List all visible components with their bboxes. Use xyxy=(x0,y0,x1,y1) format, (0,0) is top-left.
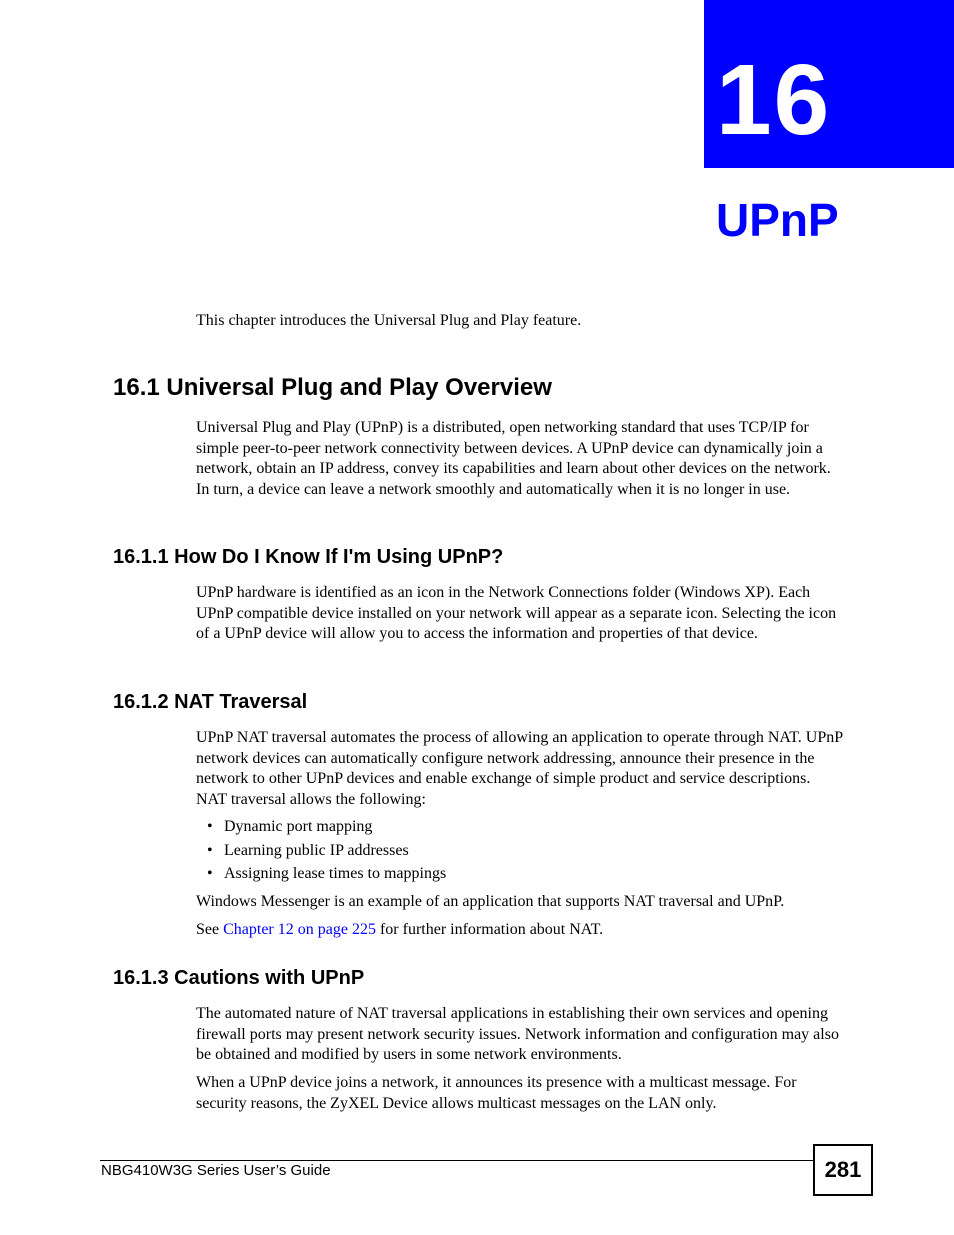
list-item-text: Assigning lease times to mappings xyxy=(224,865,447,882)
cautions-paragraph-1: The automated nature of NAT traversal applications in establishing their own services and opening firewall ports may present network security issues. Network information and configuration may also be obtained and modified by users in some network environments. xyxy=(196,1005,839,1063)
list-item xyxy=(207,864,446,888)
chapter-number: 16 xyxy=(716,44,832,156)
see-paragraph xyxy=(196,920,844,941)
see-suffix: for further information about NAT. xyxy=(375,921,604,938)
nat-paragraph: UPnP NAT traversal automates the process of allowing an application to operate through NAT. UPnP network devices can automatically configure network addressing, announce their presence in the network to other UPnP devices and enable exchange of simple product and service descriptions. NAT traversal allows the following: xyxy=(196,729,843,808)
section-heading-nat: 16.1.2 NAT Traversal xyxy=(113,691,308,713)
footer-guide-title: NBG410W3G Series User’s Guide xyxy=(101,1162,331,1179)
section-heading-know: 16.1.1 How Do I Know If I'm Using UPnP? xyxy=(113,546,504,568)
list-item xyxy=(207,817,446,841)
bullet-icon: • xyxy=(207,841,213,859)
section-heading-overview: 16.1 Universal Plug and Play Overview xyxy=(113,374,552,401)
page-number: 281 xyxy=(813,1144,873,1196)
nat-bullet-list xyxy=(207,817,446,888)
chapter-12-link[interactable]: Chapter 12 on page 225 xyxy=(223,921,376,938)
bullet-icon: • xyxy=(207,865,213,882)
know-paragraph: UPnP hardware is identified as an icon in the Network Connections folder (Windows XP). Each UPnP compatible device installed on your network will appear as a separate icon. Selecting the icon of a UPnP device will allow you to access the information and properties of that device. xyxy=(196,584,837,642)
bullet-icon: • xyxy=(207,818,213,835)
list-item-text: Dynamic port mapping xyxy=(224,818,373,835)
see-prefix: See xyxy=(196,921,224,938)
overview-paragraph: Universal Plug and Play (UPnP) is a distributed, open networking standard that uses TCP/IP for simple peer-to-peer network connectivity between devices. A UPnP device can dynamically join a network, obtain an IP address, convey its capabilities and learn about other devices on the network. In turn, a device can leave a network smoothly and automatically when it is no longer in use. xyxy=(196,419,831,498)
list-item-text: Learning public IP addresses xyxy=(224,841,409,859)
chapter-title: UPnP xyxy=(716,194,839,246)
list-item xyxy=(207,841,446,865)
intro-text: This chapter introduces the Universal Plug and Play feature. xyxy=(196,312,582,329)
cautions-paragraph-2: When a UPnP device joins a network, it announces its presence with a multicast message. For security reasons, the ZyXEL Device allows multicast messages on the LAN only. xyxy=(196,1074,797,1112)
messenger-paragraph: Windows Messenger is an example of an application that supports NAT traversal and UPnP. xyxy=(196,893,785,910)
section-heading-cautions: 16.1.3 Cautions with UPnP xyxy=(113,967,365,989)
